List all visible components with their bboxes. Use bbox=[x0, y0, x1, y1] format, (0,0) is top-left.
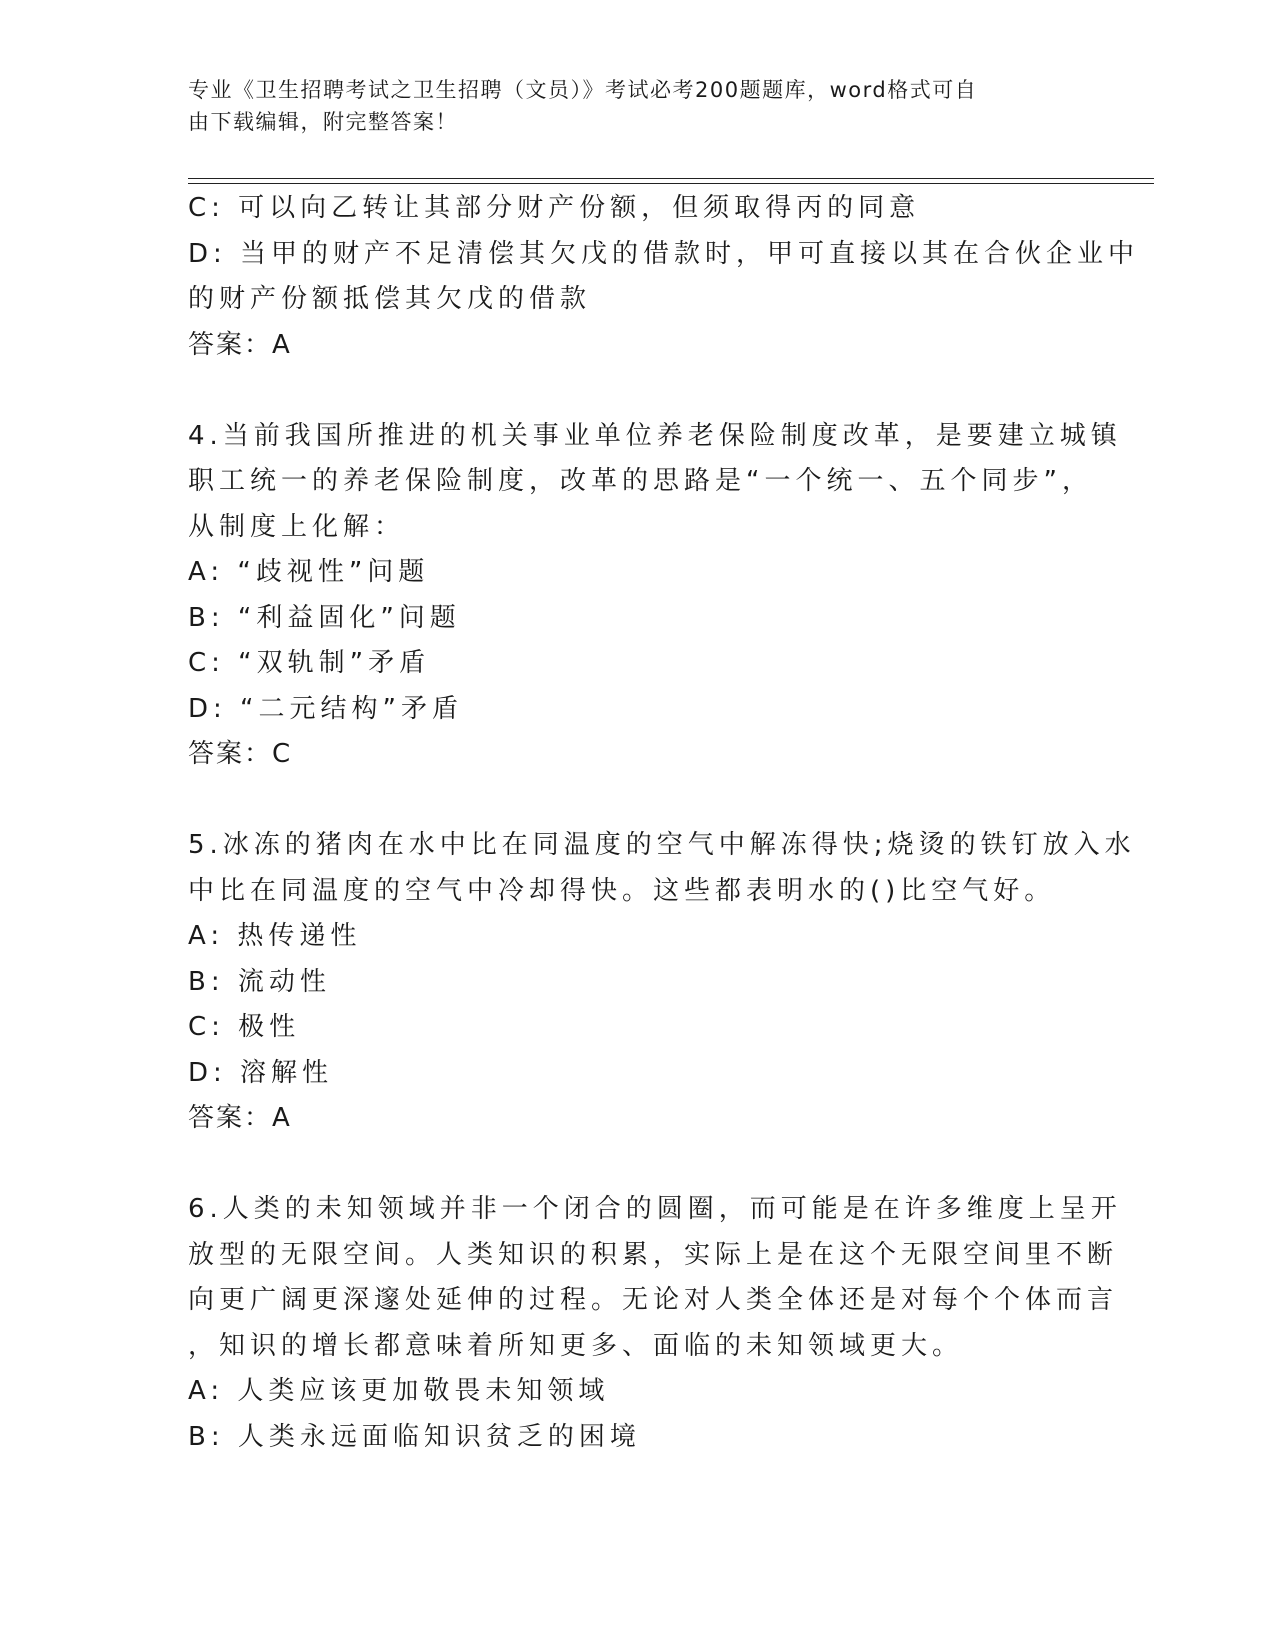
question-stem-continued: 放型的无限空间。人类知识的积累，实际上是在这个无限空间里不断 bbox=[188, 1239, 1119, 1270]
option-d: D: “二元结构”矛盾 bbox=[188, 693, 463, 724]
option-d-continued: 的财产份额抵偿其欠戊的借款 bbox=[188, 284, 592, 314]
option-d: D: 溶解性 bbox=[188, 1057, 334, 1088]
question-6 bbox=[188, 1187, 1122, 1460]
option-a: A: “歧视性”问题 bbox=[188, 557, 430, 587]
question-list bbox=[188, 186, 1140, 1460]
answer-line: 答案：A bbox=[188, 329, 292, 360]
question-stem-continued: 职工统一的养老保险制度，改革的思路是“一个统一、五个同步”， bbox=[188, 466, 1093, 496]
option-b: B: 人类永远面临知识贫乏的困境 bbox=[188, 1421, 641, 1452]
option-d: D: 当甲的财产不足清偿其欠戊的借款时，甲可直接以其在合伙企业中 bbox=[188, 238, 1140, 269]
header-divider-bottom bbox=[188, 183, 1154, 184]
question-stem: 5.冰冻的猪肉在水中比在同温度的空气中解冻得快;烧烫的铁钉放入水 bbox=[188, 830, 1136, 860]
option-a: A: 热传递性 bbox=[188, 921, 362, 951]
option-a: A: 人类应该更加敬畏未知领域 bbox=[188, 1376, 610, 1406]
question-3-tail bbox=[188, 186, 1140, 368]
question-stem-continued: 向更广阔更深邃处延伸的过程。无论对人类全体还是对每个个体而言 bbox=[188, 1285, 1119, 1315]
question-stem: 6.人类的未知领域并非一个闭合的圆圈，而可能是在许多维度上呈开 bbox=[188, 1194, 1122, 1224]
answer-line: 答案：C bbox=[188, 739, 293, 769]
spacer bbox=[188, 778, 1088, 824]
question-stem-continued: ，知识的增长都意味着所知更多、面临的未知领域更大。 bbox=[188, 1330, 964, 1361]
header-divider-top bbox=[188, 178, 1154, 179]
question-stem-continued: 从制度上化解： bbox=[188, 511, 406, 542]
answer-line: 答案：A bbox=[188, 1103, 292, 1133]
spacer bbox=[188, 1142, 1088, 1188]
option-c: C: 可以向乙转让其部分财产份额，但须取得丙的同意 bbox=[188, 193, 921, 223]
question-stem-continued: 中比在同温度的空气中冷却得快。这些都表明水的()比空气好。 bbox=[188, 875, 1056, 906]
question-5 bbox=[188, 823, 1136, 1142]
document-header bbox=[188, 74, 1068, 138]
option-c: C: 极性 bbox=[188, 1012, 301, 1042]
option-b: B: 流动性 bbox=[188, 966, 331, 997]
option-c: C: “双轨制”矛盾 bbox=[188, 648, 431, 678]
header-line-1: 专业《卫生招聘考试之卫生招聘（文员）》考试必考200题题库，word格式可自 bbox=[188, 78, 978, 102]
header-line-2: 由下载编辑，附完整答案！ bbox=[188, 110, 458, 134]
option-b: B: “利益固化”问题 bbox=[188, 602, 461, 633]
spacer bbox=[188, 368, 1088, 414]
question-stem: 4.当前我国所推进的机关事业单位养老保险制度改革，是要建立城镇 bbox=[188, 420, 1122, 451]
question-4 bbox=[188, 414, 1122, 778]
